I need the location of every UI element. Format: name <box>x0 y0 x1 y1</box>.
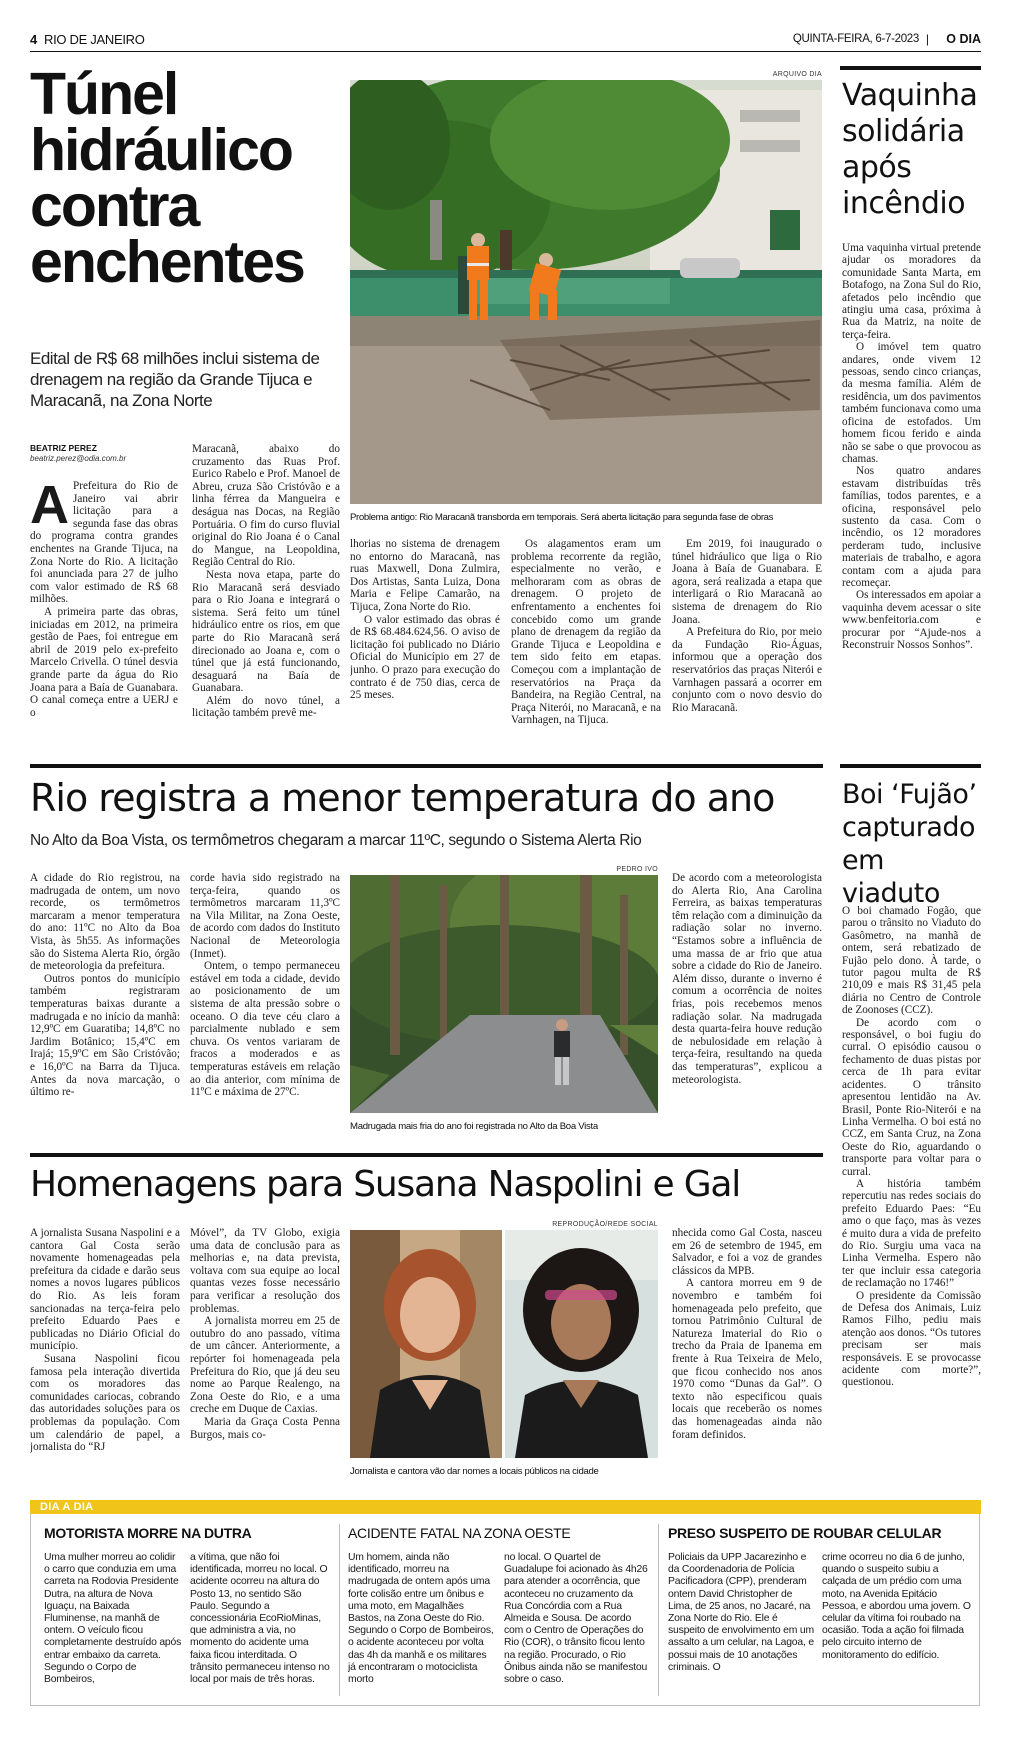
paragraph: Os interessados em apoiar a vaquinha devem acessar o site www.benfeitoria.com e procurar por “Ajude-nos a Reconstruir Nossos Sonhos”. <box>842 589 981 651</box>
river-cleanup-photo <box>350 80 822 504</box>
headline-line: Vaquinha <box>842 78 978 113</box>
body-column <box>192 443 340 745</box>
paragraph: lhorias no sistema de drenagem no entorno do Maracanã, nas ruas Maxwell, Dona Zulmira, Dos Artistas, Santa Luiza, Dona Maria e Felipe Camarão, na Tijuca, Zona Norte do Rio. <box>350 538 500 613</box>
paragraph: Uma vaquinha virtual pretende ajudar os moradores da comunidade Santa Marta, em Botafogo, na Zona Sul do Rio, afetados pelo incêndio que atingiu uma casa, próxima à Rua da Matriz, na noite de terça-feira. <box>842 242 981 341</box>
photo-caption: Problema antigo: Rio Maracanã transborda em temporais. Será aberta licitação para segunda fase de obras <box>350 512 774 523</box>
paragraph: A primeira parte das obras, iniciadas em 2012, na primeira gestão de Paes, foi entregue em abril de 2019 pelo ex-prefeito Marcelo Crivella. O túnel desvia grande parte da água do Rio Joana para a Baía de Guanabara. O canal começa entre a UERJ e o <box>30 605 178 719</box>
paragraph: Prefeitura do Rio de Janeiro vai abrir licitação para a segunda fase das obras do programa contra grandes enchentes na Grande Tijuca, na Zona Norte do Rio. A licitação foi anunciada para 27 de julho com valor estimado de R$ 68 milhões. <box>30 480 178 606</box>
sidebar-headline <box>842 78 982 222</box>
paragraph: nhecida como Gal Costa, nasceu em 26 de setembro de 1945, em Salvador, e foi a voz de grandes clássicos da MPB. <box>672 1227 822 1277</box>
paragraph: Outros pontos do município também registraram temperaturas baixas durante a madrugada e no início da manhã: 12,9ºC em Guaratiba; 14,8ºC no Jardim Botânico; 15,4ºC em Irajá; 15,9ºC em São Cristóvão; e 16,0ºC na Barra da Tijuca. Antes da nova marcação, o último re- <box>30 972 180 1099</box>
paragraph: A Prefeitura do Rio, por meio da Fundação Rio-Águas, informou que a operação dos reservatórios das praças Niterói e Varnhagen passará a ocorrer em conjunto com o novo desvio do Rio Maracanã. <box>672 626 822 714</box>
body-column <box>672 872 822 1132</box>
column-divider <box>339 1524 340 1696</box>
susana-naspolini-photo <box>350 1230 502 1458</box>
paragraph: Em 2019, foi inaugurado o túnel hidráulico que liga o Rio Joana à Baía de Guanabara. E agora, será realizada a etapa que interligará o Rio Maracanã ao sistema de drenagem do Rio Joana. <box>672 538 822 626</box>
paragraph: O valor estimado das obras é de R$ 68.484.624,56. O aviso de licitação foi publicado no Diário Oficial do Município em 27 de junho. O prazo para execução do contrato é de 750 dias, cerca de 25 meses. <box>350 613 500 702</box>
body-column <box>511 538 661 745</box>
news-item-title: MOTORISTA MORRE NA DUTRA <box>44 1525 252 1541</box>
sidebar-top-rule <box>840 764 981 768</box>
photo-caption: Madrugada mais fria do ano foi registrada no Alto da Boa Vista <box>350 1121 598 1132</box>
body-column <box>30 872 180 1132</box>
headline: Rio registra a menor temperatura do ano <box>30 776 775 820</box>
header-rule <box>30 51 981 52</box>
paragraph: A cidade do Rio registrou, na madrugada de ontem, um novo recorde, os termômetros marcaram a menor temperatura do ano: 11ºC no Alto da Boa Vista, às 5h55. As informações são do Sistema Alerta Rio, órgão de meteorologia da prefeitura. <box>30 872 180 973</box>
headline-line: incêndio <box>842 186 966 221</box>
subheadline: Edital de R$ 68 milhões inclui sistema de drenagem na região da Grande Tijuca e Maracanã, na Zona Norte <box>30 349 320 410</box>
sidebar-body <box>842 905 981 1485</box>
dia-a-dia-bar <box>30 1500 981 1514</box>
paragraph: A jornalista Susana Naspolini e a cantora Gal Costa serão novamente homenageadas pela prefeitura da cidade e darão seus nomes a novos lugares públicos do Rio. As leis foram sancionadas na terça-feira pelo prefeito Eduardo Paes e publicadas no Diário Oficial do município. <box>30 1227 180 1353</box>
byline-author: BEATRIZ PEREZ <box>30 443 97 453</box>
news-item-text: a vítima, que não foi identificada, morreu no local. O acidente ocorreu na altura do Posto 13, no sentido São Paulo. Segundo a concessionária EcoRioMinas, que administra a via, no momento do acidente uma faixa ficou interditada. O trânsito permaneceu intenso no local por mais de três horas. <box>190 1552 330 1686</box>
gal-costa-photo <box>505 1230 658 1458</box>
body-column <box>30 480 178 745</box>
photo-credit: ARQUIVO DIA <box>772 71 822 78</box>
news-item-title: ACIDENTE FATAL NA ZONA OESTE <box>348 1525 571 1541</box>
paragraph: Além do novo túnel, a licitação também prevê me- <box>192 694 340 720</box>
body-column <box>672 1227 822 1485</box>
header-separator: | <box>925 32 929 46</box>
paragraph: Maria da Graça Costa Penna Burgos, mais co- <box>190 1415 340 1441</box>
paragraph: Os alagamentos eram um problema recorrente da região, especialmente no verão, e melhoraram com as obras de drenagem. O projeto de enfrentamento a enchentes foi concebido como um grande plano de drenagem da região da Grande Tijuca e Leopoldina e tem sido feito em etapas. Começou com a implantação de reservatórios na Praça da Bandeira, na Região Central, na Praça Niterói, no Maracanã, e na Varnhagen, na Tijuca. <box>511 538 661 727</box>
drop-cap: A <box>30 480 69 535</box>
dia-a-dia-label: DIA A DIA <box>40 1501 94 1513</box>
photo-caption: Jornalista e cantora vão dar nomes a locais públicos na cidade <box>350 1466 599 1477</box>
headline-line: capturado <box>842 812 976 843</box>
sidebar-top-rule <box>840 66 981 70</box>
section-rule <box>30 764 823 768</box>
news-item-text: Um homem, ainda não identificado, morreu na madrugada de ontem após uma forte colisão entre um ônibus e uma moto, em Magalhães Bastos, na Zona Oeste do Rio. Segundo o Corpo de Bombeiros, o acidente aconteceu por volta das 4h da manhã e os militares já encontraram o motociclista morto <box>348 1552 494 1686</box>
paragraph: A jornalista morreu em 25 de outubro do ano passado, vítima de um câncer. Anteriormente, a repórter foi homenageada pela Prefeitura do Rio, que já deu seu nome ao Parque Realengo, na Zona Oeste do Rio, e a uma creche em Duque de Caxias. <box>190 1315 340 1416</box>
paragraph: A história também repercutiu nas redes sociais do prefeito Eduardo Paes: “Eu amo o que faço, mas às vezes é muito dura a vida de prefeito do Rio. Surgiu uma vaca na Linha Vermelha. Espero não ter que incluir essa categoria de reclamação no 1746!” <box>842 1177 981 1290</box>
forest-road-photo <box>350 875 658 1113</box>
page-header <box>30 32 981 48</box>
sidebar-body <box>842 242 981 770</box>
body-column <box>190 1227 340 1485</box>
column-divider <box>658 1524 659 1696</box>
news-item-title: PRESO SUSPEITO DE ROUBAR CELULAR <box>668 1525 942 1541</box>
section-name: RIO DE JANEIRO <box>44 32 145 47</box>
photo-credit: PEDRO IVO <box>616 866 658 873</box>
headline: Homenagens para Susana Naspolini e Gal <box>30 1164 741 1205</box>
issue-date: QUINTA-FEIRA, 6-7-2023 <box>792 33 919 45</box>
paragraph: O presidente da Comissão de Defesa dos Animais, Luiz Ramos Filho, pediu mais atenção aos donos. “Os tutores precisam ser mais responsáveis. E se provocasse acidente com morte?”, questionou. <box>842 1289 981 1389</box>
paragraph: De acordo com a meteorologista do Alerta Rio, Ana Carolina Ferreira, as baixas temperaturas têm relação com a diminuição da radiação solar no inverno. “Estamos sobre a influência de uma massa de ar frio que atua sobre a cidade do Rio de Janeiro. Além disso, durante o inverno é comum a ocorrência de noites frias, pois recebemos menos radiação solar. Na madrugada desta quarta-feira houve redução de nebulosidade em relação à terça-feira, resultando na queda das temperaturas”, explicou a meteorologista. <box>672 872 822 1086</box>
section-rule <box>30 1153 823 1157</box>
headline-line: enchentes <box>30 229 304 295</box>
news-item-text: no local. O Quartel de Guadalupe foi acionado às 4h26 para atender a ocorrência, que aconteceu no cruzamento da Rua Concórdia com a Rua Almeida e Sousa. De acordo com o Centro de Operações do Rio (COR), o trânsito ficou lento na região. Procurado, o Rio Ônibus ainda não se manifestou sobre o caso. <box>504 1552 648 1686</box>
body-column <box>350 538 500 745</box>
byline-email: beatriz.perez@odia.com.br <box>30 454 127 463</box>
paragraph: O boi chamado Fogão, que parou o trânsito no Viaduto do Gasômetro, na manhã de ontem, será rebatizado de Fujão pelo dono. À tarde, o tutor pagou multa de R$ 210,09 e mais R$ 31,45 pela diária no Centro de Controle de Zoonoses (CCZ). <box>842 905 981 1017</box>
photo-credit: REPRODUÇÃO/REDE SOCIAL <box>552 1221 658 1228</box>
page-number: 4 <box>30 32 38 47</box>
paragraph: De acordo com o responsável, o boi fugiu do curral. O episódio causou o fechamento de duas pistas por cerca de 1h para evitar acidentes. O trânsito apresentou lentidão na Av. Brasil, Ponte Rio-Niterói e na Linha Vermelha. O boi está no CCZ, em Santa Cruz, na Zona Oeste do Rio, aguardando o transporte para voltar para o curral. <box>842 1016 981 1178</box>
body-column <box>30 1227 180 1485</box>
paragraph: O imóvel tem quatro andares, onde vivem 12 pessoas, sendo cinco crianças, da mesma família. Além de residência, um dos pavimentos também funcionava como uma oficina de estofados. Um homem ficou ferido e ainda não se sabe o que provocou as chamas. <box>842 341 981 465</box>
headline-line: Túnel <box>30 61 178 127</box>
headline-line: em viaduto <box>842 845 940 909</box>
paragraph: corde havia sido registrado na terça-feira, quando os termômetros marcaram 11,3ºC na Vila Militar, na Zona Oeste, de acordo com dados do Instituto Nacional de Meteorologia (Inmet). <box>190 872 340 960</box>
paragraph: Ontem, o tempo permaneceu estável em toda a cidade, devido ao posicionamento de um sistema de alta pressão sobre o oceano. O dia teve céu claro a parcialmente nublado e sem chuva. Os ventos variaram de fracos a moderados e as temperaturas estáveis em relação ao dia anterior, com mínima de 11ºC e máxima de 27ºC. <box>190 960 340 1099</box>
headline-line: Boi ‘Fujão’ <box>842 779 977 810</box>
news-item-text: crime ocorreu no dia 6 de junho, quando o suspeito subiu a calçada de um prédio com uma moto, na Avenida Epitácio Pessoa, e abordou uma jovem. O celular da vítima foi roubado na ocasião. Toda a ação foi filmada pelo circuito interno de monitoramento do edifício. <box>822 1552 971 1661</box>
paragraph: Móvel”, da TV Globo, exigia uma data de conclusão para as melhorias e, na data prevista, voltava com sua equipe ao local quantas vezes fosse necessário para verificar a resolução dos problemas. <box>190 1227 340 1315</box>
headline-line: hidráulico <box>30 117 292 183</box>
paragraph: Nesta nova etapa, parte do Rio Maracanã será desviado para o Rio Joana e integrará o sistema. Será feito um túnel hidráulico entre os rios, em que parte do Rio Maracanã será direcionado ao Joana e, com o túnel que já está funcionando, desaguará na Baía de Guanabara. <box>192 568 340 695</box>
news-item-text: Policiais da UPP Jacarezinho e da Coordenadoria de Polícia Pacificadora (CPP), prenderam ontem David Christopher de Lima, de 25 anos, no Jacaré, na Zona Norte do Rio. Ele é suspeito de envolvimento em um assalto a um celular, na Lagoa, e possui mais de 10 anotações criminais. O <box>668 1552 814 1673</box>
subheadline: No Alto da Boa Vista, os termômetros chegaram a marcar 11ºC, segundo o Sistema Alerta Rio <box>30 832 642 849</box>
news-item-text: Uma mulher morreu ao colidir o carro que conduzia em uma carreta na Rodovia Presidente Dutra, na altura de Nova Iguaçu, na Baixada Fluminense, na manhã de ontem. O veículo ficou completamente destruído após entrar embaixo da carreta. Segundo o Corpo de Bombeiros, <box>44 1552 182 1686</box>
paragraph: Susana Naspolini ficou famosa pela interação divertida com os moradores das comunidades cariocas, cobrando das autoridades soluções para os problemas da população. Com um calendário de papel, a jornalista do “RJ <box>30 1352 180 1454</box>
headline-line: após <box>842 150 912 185</box>
sidebar-headline <box>842 778 982 910</box>
body-column <box>672 538 822 745</box>
paragraph: Maracanã, abaixo do cruzamento das Ruas Prof. Eurico Rabelo e Prof. Manoel de Abreu, cruza São Cristóvão e a linha férrea da Mangueira e deságua nas Docas, na Região Portuária. O fim do curso fluvial original do Rio Joana é o Canal do Mangue, na Leopoldina, Região Central do Rio. <box>192 443 340 569</box>
paragraph: Nos quatro andares estavam distribuídas três famílias, todos parentes, e a oficina, responsável pelo sustento da casa. Com o incêndio, os 12 moradores perderam tudo, inclusive materiais de trabalho, e agora contam com a ajuda para recomeçar. <box>842 465 981 589</box>
headline-line: contra <box>30 173 199 239</box>
brand-logo-text: O DIA <box>946 32 981 46</box>
headline <box>30 61 320 295</box>
headline-line: solidária <box>842 114 965 149</box>
paragraph: A cantora morreu em 9 de novembro e também foi homenageada pelo prefeito, que tornou Patrimônio Cultural de Natureza Imaterial do Rio o trecho da Praia de Ipanema em frente à Rua Teixeira de Melo, que ficou conhecido nos anos 1970 como “Dunas da Gal”. O texto não especificou quais locais que receberão os nomes das homenageadas ainda não foram definidos. <box>672 1277 822 1441</box>
body-column <box>190 872 340 1132</box>
